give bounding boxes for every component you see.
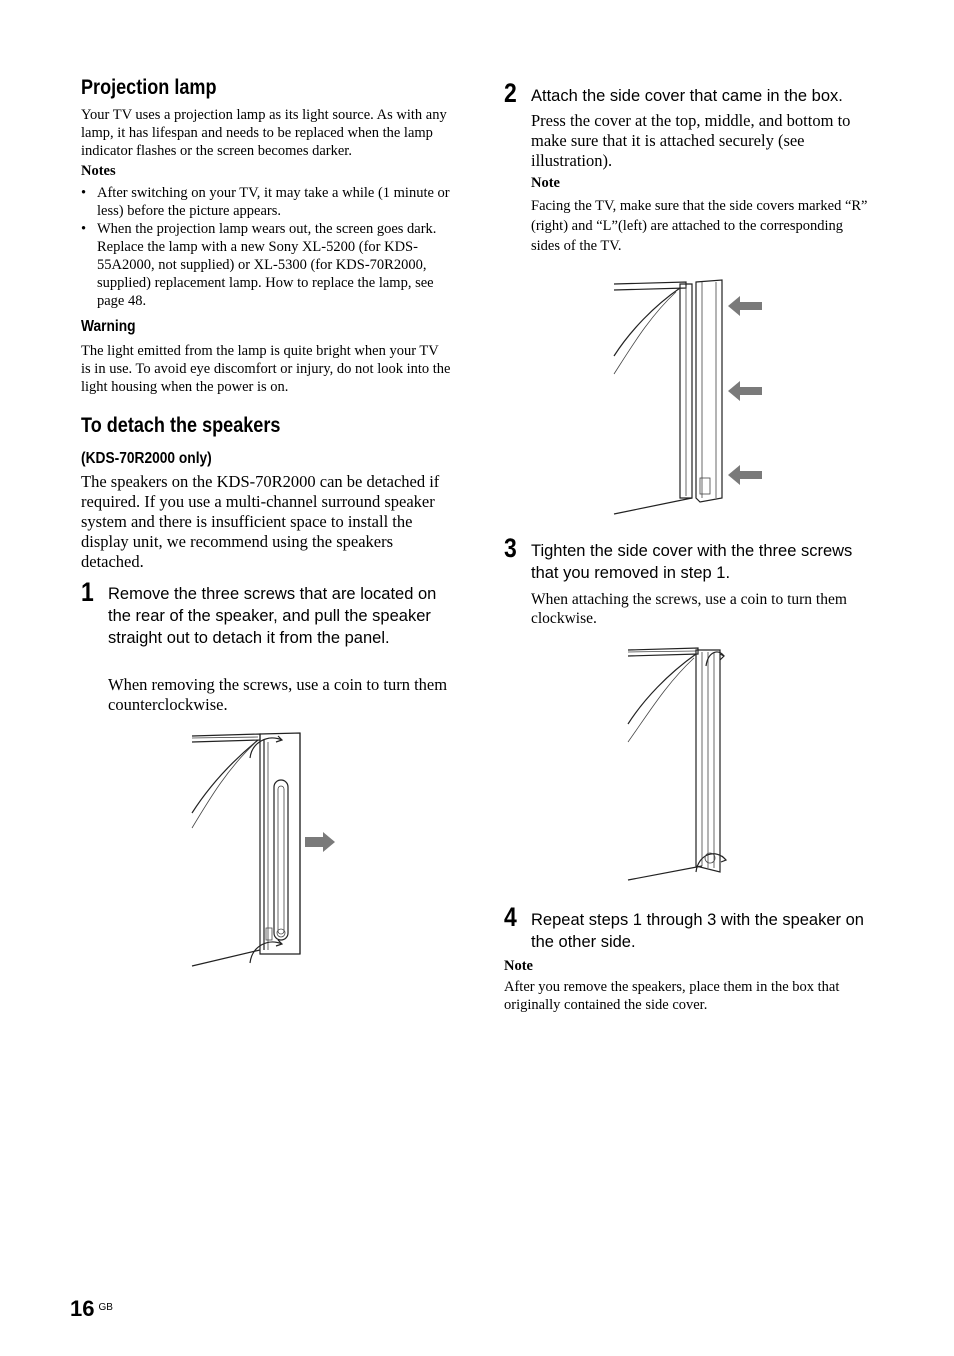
warning-label: Warning [81,318,136,335]
step-2-sub: Press the cover at the top, middle, and bottom to make sure that it is attached securely (see illustration). [531,111,851,170]
projection-lamp-intro: Your TV uses a projection lamp as its light source. As with any lamp, it has lifespan and needs to be replaced when the lamp indicator flashes or the screen becomes darker. [81,107,447,159]
notes-list [81,184,451,310]
model-subheading: (KDS-70R2000 only) [81,450,212,467]
page-number: 16 [70,1296,95,1321]
step-1-sub: When removing the screws, use a coin to turn them counterclockwise. [108,675,448,714]
page-footer [70,1296,113,1322]
step-1-number: 1 [81,577,94,607]
step-1-text: Remove the three screws that are located on the rear of the speaker, and pull the speaker straight out to detach it from the panel. [108,585,437,647]
step-3-sub: When attaching the screws, use a coin to turn them clockwise. [531,591,847,627]
step-4-text: Repeat steps 1 through 3 with the speaker on the other side. [531,911,864,951]
speaker-removal-illustration [190,728,340,970]
step-4-note: After you remove the speakers, place them in the box that originally contained the side cover. [504,979,840,1013]
step-4-number: 4 [504,902,517,932]
warning-text: The light emitted from the lamp is quite bright when your TV is in use. To avoid eye discomfort or injury, do not look into the light housing when the power is on. [81,343,451,395]
step-4-note-label: Note [504,958,533,974]
step-2-text: Attach the side cover that came in the box. [531,87,843,105]
note-item: • After switching on your TV, it may take a while (1 minute or less) before the picture appears. [81,184,451,220]
step-2-number: 2 [504,78,517,108]
detach-intro: The speakers on the KDS-70R2000 can be detached if required. If you use a multi-channel surround speaker system and there is insufficient space to install the display unit, we recommend using the speakers detached. [81,472,440,571]
detach-speakers-heading: To detach the speakers [81,414,281,437]
screw-tighten-illustration [626,644,736,884]
step-3-number: 3 [504,533,517,563]
note-item: • When the projection lamp wears out, the screen goes dark. Replace the lamp with a new Sony XL-5200 (for KDS-55A2000, not supplied) or XL-5300 (for KDS-70R2000, supplied) replacement lamp. How to replace the lamp, see page 48. [81,220,451,310]
region-code: GB [98,1302,113,1313]
step-2-note-label: Note [531,175,560,191]
step-2-note: Facing the TV, make sure that the side covers marked “R” (right) and “L”(left) are attached to the corresponding sides of the TV. [531,198,868,254]
notes-label: Notes [81,163,116,179]
side-cover-attach-illustration [610,276,770,518]
projection-lamp-heading: Projection lamp [81,76,217,99]
step-3-text: Tighten the side cover with the three screws that you removed in step 1. [531,542,853,582]
